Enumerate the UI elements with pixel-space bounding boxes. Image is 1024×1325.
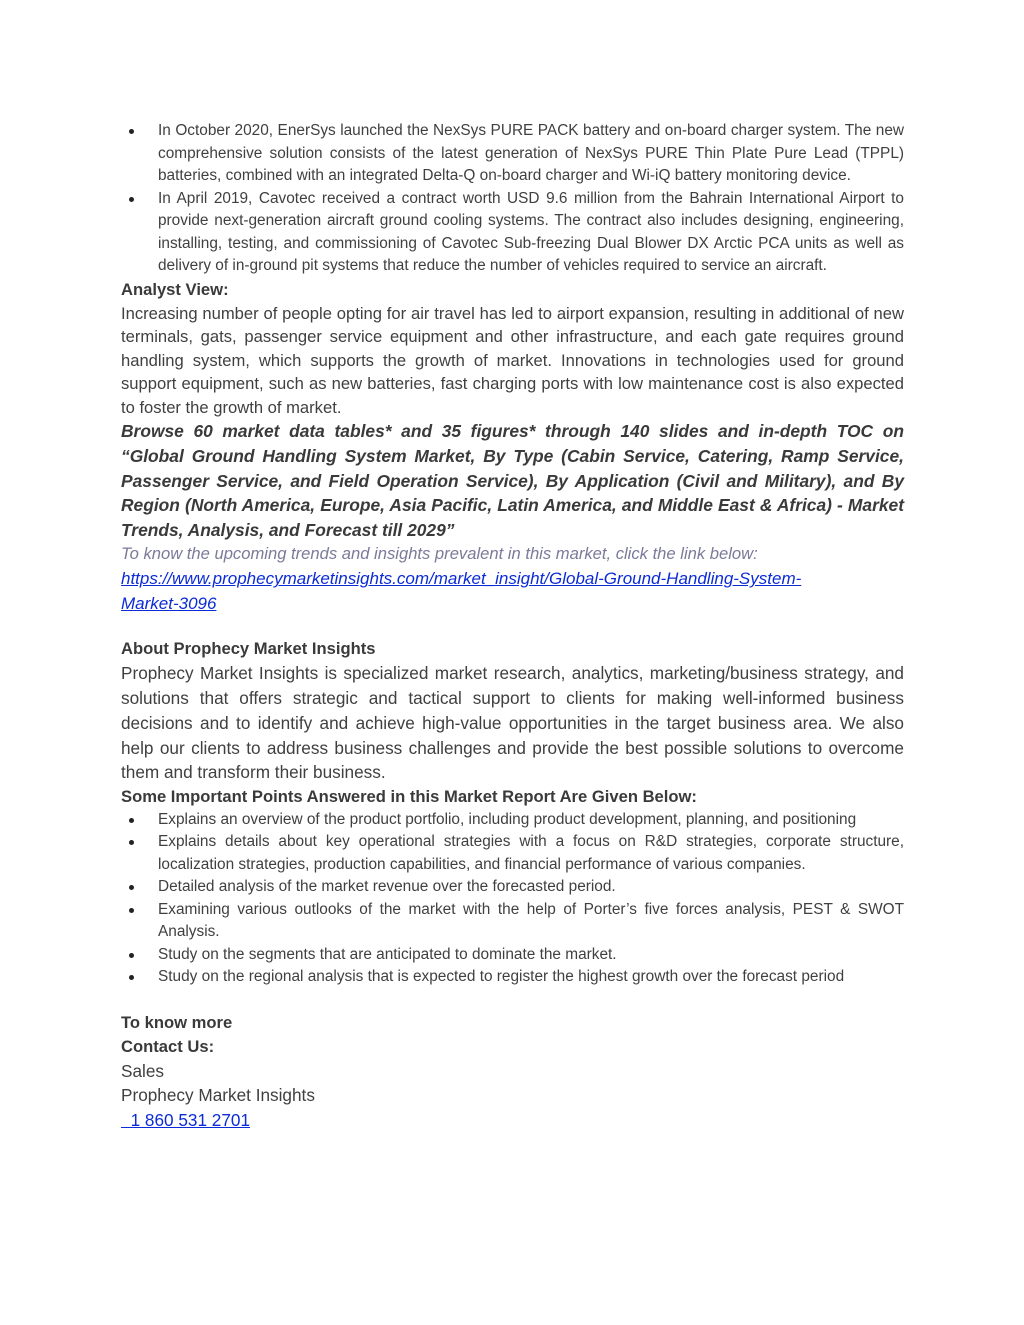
- phone-number[interactable]: 1 860 531 2701: [130, 1109, 251, 1130]
- news-bullet-text: In October 2020, EnerSys launched the NexSys PURE PACK battery and on-board charger system. The new comprehensive solution consists of the latest generation of NexSys PURE Thin Plate Pure Lead (TPPL) batteries, combined with an integrated Delta-Q on-board charger and Wi-iQ battery monitoring device.: [158, 122, 904, 184]
- points-bullet-item: [121, 809, 904, 832]
- report-link[interactable]: [121, 566, 904, 616]
- points-bullet-list: [121, 809, 904, 989]
- bullet-icon: [129, 818, 134, 823]
- points-bullet-item: [121, 899, 904, 944]
- bullet-icon: [129, 908, 134, 913]
- points-bullet-item: [121, 876, 904, 899]
- news-bullet-text: In April 2019, Cavotec received a contract worth USD 9.6 million from the Bahrain International Airport to provide next-generation aircraft ground cooling systems. The contract also includes designing, engineering, installing, testing, and commissioning of Cavotec Sub-freezing Dual Blower DX Arctic PCA units as well as delivery of in-ground pit systems that reduce the number of vehicles required to service an aircraft.: [158, 189, 904, 274]
- bullet-icon: [129, 129, 134, 134]
- report-link-line-2[interactable]: Market-3096: [121, 594, 217, 614]
- points-bullet-text: Examining various outlooks of the market with the help of Porter’s five forces analysis, PEST & SWOT Analysis.: [158, 900, 904, 941]
- about-heading: About Prophecy Market Insights: [121, 639, 376, 659]
- points-bullet-text: Study on the segments that are anticipated to dominate the market.: [158, 945, 617, 963]
- points-bullet-item: [121, 966, 904, 989]
- contact-sales: Sales: [121, 1060, 164, 1081]
- points-bullet-text: Explains an overview of the product portfolio, including product development, planning, and positioning: [158, 810, 857, 828]
- points-bullet-text: Detailed analysis of the market revenue over the forecasted period.: [158, 878, 616, 896]
- cta-text: To know the upcoming trends and insights prevalent in this market, click the link below:: [121, 544, 758, 564]
- news-bullet-list: [121, 120, 904, 278]
- analyst-view-text: Increasing number of people opting for air travel has led to airport expansion, resulting in additional of new terminals, gats, passenger service equipment and other infrastructure, and each gate requires ground handling system, which supports the growth of market. Innovations in technologies used for ground support equipment, such as new batteries, fast charging ports with low maintenance cost is also expected to foster the growth of market.: [121, 303, 904, 417]
- contact-us-heading: Contact Us:: [121, 1036, 215, 1056]
- bullet-icon: [129, 953, 134, 958]
- bullet-icon: [129, 197, 134, 202]
- points-bullet-item: [121, 944, 904, 967]
- about-text: Prophecy Market Insights is specialized market research, analytics, marketing/business strategy, and solutions that offers strategic and tactical support to clients for making well-informed business decisions and to identify and achieve high-value opportunities in the target business area. We also help our clients to address business challenges and provide the best possible solutions to overcome them and transform their business.: [121, 663, 904, 783]
- points-bullet-text: Explains details about key operational strategies with a focus on R&D strategies, corporate structure, localization strategies, production capabilities, and financial performance of various companies.: [158, 833, 904, 873]
- browse-report-text: Browse 60 market data tables* and 35 figures* through 140 slides and in-depth TOC on “Global Ground Handling System Market, By Type (Cabin Service, Catering, Ramp Service, Passenger Service, and Field Operation Service), By Application (Civil and Military), and By Region (North America, Europe, Asia Pacific, Latin America, and Middle East & Africa) - Market Trends, Analysis, and Forecast till 2029”: [121, 421, 904, 540]
- bullet-icon: [129, 975, 134, 980]
- spacer: [121, 989, 904, 1011]
- spacer: [121, 616, 904, 637]
- news-bullet-item: [121, 188, 904, 278]
- bullet-icon: [129, 885, 134, 890]
- analyst-view-heading: Analyst View:: [121, 279, 229, 299]
- news-bullet-item: [121, 120, 904, 188]
- phone-link[interactable]: [121, 1108, 250, 1133]
- points-bullet-text: Study on the regional analysis that is expected to register the highest growth over the forecast period: [158, 968, 845, 986]
- know-more-heading: To know more: [121, 1012, 233, 1032]
- report-link-line-1[interactable]: https://www.prophecymarketinsights.com/market_insight/Global-Ground-Handling-System-: [121, 569, 802, 589]
- points-bullet-item: [121, 831, 904, 876]
- bullet-icon: [129, 840, 134, 845]
- points-heading: Some Important Points Answered in this Market Report Are Given Below:: [121, 786, 697, 806]
- contact-company: Prophecy Market Insights: [121, 1085, 315, 1106]
- document-page: [121, 120, 904, 1132]
